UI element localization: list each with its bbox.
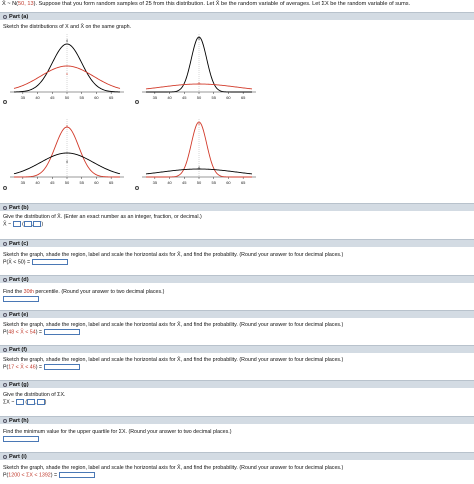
part-c-question: Sketch the graph, shade the region, label and scale the horizontal axis for X̄, and find the probability. (Round your answer to four decimal places.)	[3, 252, 344, 258]
part-h-header[interactable]: Part (h)	[0, 416, 474, 424]
tick-label: 50	[196, 95, 202, 100]
tick-label: 35	[20, 180, 26, 185]
graph-option-1-radio[interactable]	[3, 100, 7, 104]
part-g-param1-input[interactable]	[27, 399, 35, 405]
part-f-header[interactable]: Part (f)	[0, 345, 474, 353]
x-label: x	[198, 121, 200, 126]
part-d-header[interactable]: Part (d)	[0, 275, 474, 283]
tick-label: 45	[50, 180, 55, 185]
xbar-label: x̄	[66, 159, 68, 164]
part-b-question: Give the distribution of X̄. (Enter an exact number as an integer, fraction, or decimal.)	[3, 214, 202, 220]
graph-option-1	[8, 30, 126, 108]
part-a-header[interactable]: Part (a)	[0, 12, 474, 20]
part-g-dist-input[interactable]	[16, 399, 24, 405]
tick-label: 65	[108, 180, 114, 185]
xbar-label: x̄	[198, 165, 200, 170]
tick-label: 35	[152, 95, 158, 100]
part-b-param2-input[interactable]	[33, 221, 41, 227]
tick-label: 45	[182, 95, 187, 100]
tick-label: 55	[79, 95, 84, 100]
tick-label: 65	[108, 95, 114, 100]
tick-label: 55	[79, 180, 84, 185]
graph-option-3	[8, 115, 126, 193]
part-f-input[interactable]	[44, 364, 80, 370]
part-g-question: Give the distribution of ΣX.	[3, 392, 66, 398]
part-e-header[interactable]: Part (e)	[0, 310, 474, 318]
part-f-question: Sketch the graph, shade the region, label and scale the horizontal axis for X̄, and find the probability. (Round your answer to four decimal places.)	[3, 357, 344, 363]
part-i-answer: P(1200 < ΣX < 1392) =	[3, 472, 95, 478]
part-d-answer	[3, 296, 39, 302]
part-c-answer: P(X̄ < 50) =	[3, 259, 68, 265]
tick-label: 50	[196, 180, 202, 185]
part-b-answer: X̄ ~ ( , )	[3, 221, 44, 228]
xbar-label: x̄	[66, 38, 68, 43]
tick-label: 60	[94, 180, 99, 185]
graph-option-4	[140, 115, 258, 193]
tick-label: 50	[64, 180, 70, 185]
part-b-header[interactable]: Part (b)	[0, 203, 474, 211]
problem-statement: X̄ ~ N(50, 13). Suppose that you form random samples of 25 from this distribution. Let X̄ be the random variable of averages. Let ΣX be the random variable of sums.	[2, 1, 411, 7]
xbar-label: x̄	[198, 36, 200, 41]
tick-label: 35	[152, 180, 158, 185]
part-i-header[interactable]: Part (i)	[0, 452, 474, 460]
part-e-answer: P(48 < X̄ < 54) =	[3, 329, 80, 335]
tick-label: 65	[240, 180, 246, 185]
x-label: x	[66, 71, 68, 76]
tick-label: 50	[64, 95, 70, 100]
tick-label: 55	[211, 95, 216, 100]
part-h-answer	[3, 436, 39, 442]
tick-label: 45	[182, 180, 187, 185]
part-d-input[interactable]	[3, 296, 39, 302]
tick-label: 65	[240, 95, 246, 100]
part-g-header[interactable]: Part (g)	[0, 380, 474, 388]
part-g-answer: ΣX ~ ( , )	[3, 399, 47, 406]
tick-label: 40	[35, 180, 40, 185]
part-d-question: Find the 30th percentile. (Round your answer to two decimal places.)	[3, 289, 165, 295]
tick-label: 60	[226, 180, 231, 185]
part-e-question: Sketch the graph, shade the region, label and scale the horizontal axis for X̄, and find the probability. (Round your answer to four decimal places.)	[3, 322, 344, 328]
part-h-input[interactable]	[3, 436, 39, 442]
part-e-input[interactable]	[44, 329, 80, 335]
part-c-header[interactable]: Part (c)	[0, 239, 474, 247]
tick-label: 35	[20, 95, 26, 100]
tick-label: 60	[226, 95, 231, 100]
tick-label: 60	[94, 95, 99, 100]
graph-option-2-radio[interactable]	[135, 100, 139, 104]
graph-option-2	[140, 30, 258, 108]
x-curve	[14, 66, 120, 88]
tick-label: 40	[167, 180, 172, 185]
x-label: x	[66, 123, 68, 128]
graph-option-4-radio[interactable]	[135, 186, 139, 190]
part-g-param2-input[interactable]	[37, 399, 45, 405]
part-f-answer: P(17 < X̄ < 46) =	[3, 364, 80, 370]
tick-label: 55	[211, 180, 216, 185]
part-c-input[interactable]	[32, 259, 68, 265]
part-a-question: Sketch the distributions of X and X̄ on the same graph.	[3, 24, 132, 30]
graph-option-3-radio[interactable]	[3, 186, 7, 190]
part-b-dist-input[interactable]	[13, 221, 21, 227]
tick-label: 40	[35, 95, 40, 100]
part-b-param1-input[interactable]	[24, 221, 32, 227]
part-i-question: Sketch the graph, shade the region, label and scale the horizontal axis for X̄, and find the probability. (Round your answer to four decimal places.)	[3, 465, 344, 471]
x-label: x	[198, 80, 200, 85]
part-i-input[interactable]	[59, 472, 95, 478]
tick-label: 40	[167, 95, 172, 100]
tick-label: 45	[50, 95, 55, 100]
part-h-question: Find the minimum value for the upper quartile for ΣX. (Round your answer to two decimal places.)	[3, 429, 232, 435]
